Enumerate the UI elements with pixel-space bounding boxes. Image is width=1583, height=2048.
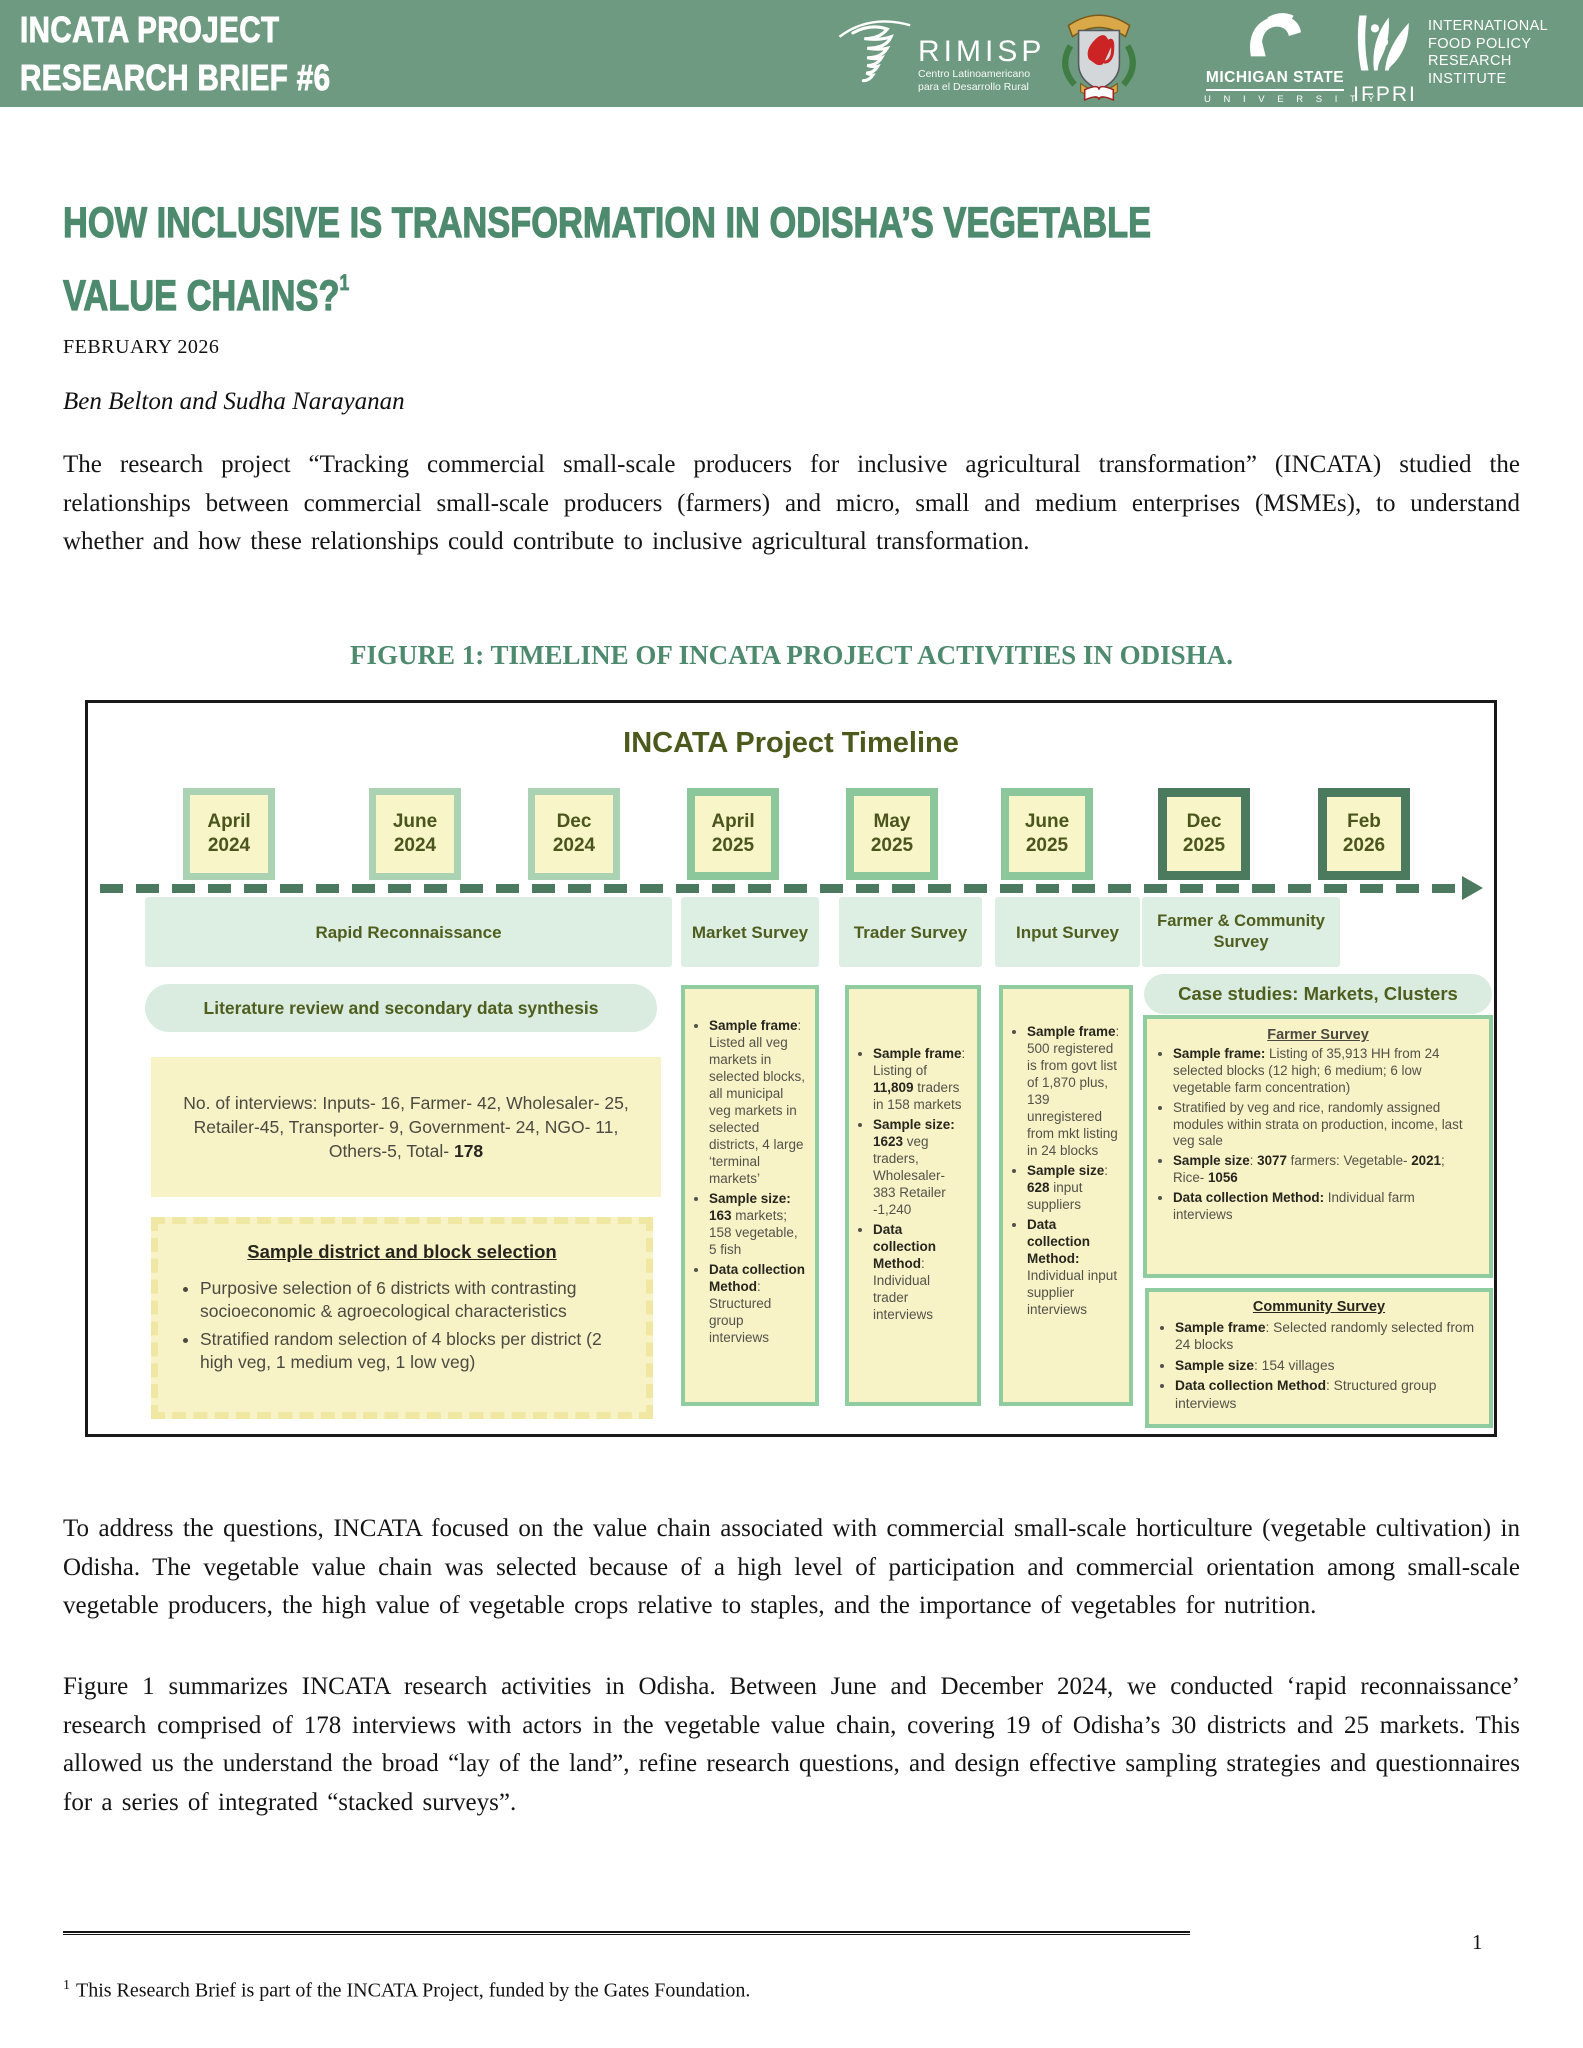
- text-segment: : Individual trader interviews: [873, 1256, 934, 1322]
- text-segment: 3077: [1257, 1153, 1287, 1169]
- tornado-icon: [828, 8, 914, 98]
- text-segment: Sample size: 1623: [873, 1117, 955, 1149]
- timeline-month-may-2025: [846, 788, 938, 880]
- input-survey-detail-box: [999, 985, 1133, 1406]
- text-segment: Stratified random selection of 4 blocks per district (2 high veg, 1 medium veg, 1 low veg): [200, 1329, 602, 1372]
- bullet-item: [200, 1328, 624, 1374]
- rimisp-subtitle1: Centro Latinoamericano: [918, 68, 1031, 80]
- timeline-title: INCATA Project Timeline: [623, 727, 959, 759]
- bullet-item: [709, 1261, 807, 1346]
- text-segment: farmers: Vegetable-: [1286, 1153, 1412, 1169]
- month-label: May: [873, 811, 911, 832]
- year-label: 2025: [870, 835, 914, 856]
- text-segment: : Listing of: [873, 1046, 966, 1078]
- activity-rapid-reconnaissance: Rapid Reconnaissance: [145, 897, 672, 967]
- timeline-month-april-2025: [687, 788, 779, 880]
- bullet-item: [709, 1017, 807, 1187]
- msu-name: MICHIGAN STATE: [1206, 69, 1344, 91]
- bullet-item: [873, 1045, 969, 1113]
- text-segment: Sample frame:: [1173, 1045, 1266, 1061]
- text-segment: : 500 registered is from govt list of 1,870 plus, 139 unregistered from mkt listing in 24 blocks: [1027, 1024, 1120, 1158]
- text-segment: Stratified by veg and rice, randomly assigned modules within strata on production, income, last veg sale: [1173, 1099, 1463, 1149]
- text-segment: Data collection Method: [709, 1262, 806, 1294]
- text-segment: 1056: [1207, 1170, 1238, 1186]
- text-segment: No. of interviews: Inputs- 16, Farmer- 42, Wholesaler- 25, Retailer-45, Transporter- 9, Government- 24, NGO- 11, Others-5, Total-: [183, 1093, 629, 1161]
- farmer-survey-bullets: [1159, 1046, 1477, 1224]
- ifpri-acronym: IFPRI: [1353, 83, 1417, 106]
- bullet-item: [1173, 1100, 1477, 1151]
- rimisp-name: RIMISP: [918, 35, 1046, 68]
- text-segment: Individual input supplier interviews: [1027, 1268, 1118, 1317]
- header-banner: [0, 0, 1583, 107]
- community-survey-bullets: [1161, 1319, 1477, 1413]
- district-selection-title: Sample district and block selection: [247, 1241, 557, 1262]
- figure-1-timeline: [85, 700, 1497, 1437]
- text-segment: : Structured group interviews: [709, 1279, 772, 1345]
- text-segment: Sample frame: [873, 1046, 962, 1061]
- bullet-item: [1175, 1319, 1477, 1354]
- year-label: 2025: [1182, 835, 1226, 856]
- text-segment: Sample frame: [1027, 1024, 1116, 1039]
- bullet-item: [1173, 1153, 1477, 1187]
- text-segment: veg traders, Wholesaler- 383 Retailer -1,240: [873, 1134, 946, 1217]
- ifpri-name-lines: [1428, 18, 1548, 107]
- text-segment: 178: [453, 1141, 484, 1161]
- figure-caption: FIGURE 1: TIMELINE OF INCATA PROJECT ACTIVITIES IN ODISHA.: [350, 640, 1233, 670]
- timeline-arrowhead-icon: [1462, 876, 1483, 900]
- literature-review-label: Literature review and secondary data synthesis: [145, 984, 657, 1032]
- text-segment: Data collection Method:: [1173, 1190, 1325, 1206]
- interviews-count-text: [177, 1091, 635, 1163]
- footnote-text: This Research Brief is part of the INCATA Project, funded by the Gates Foundation.: [76, 1979, 751, 2002]
- month-label: April: [711, 811, 755, 832]
- text-segment: :: [1249, 1153, 1258, 1169]
- text-segment: Data collection Method:: [1027, 1217, 1091, 1266]
- month-label: Dec: [556, 811, 592, 832]
- timeline-month-june-2025: [1001, 788, 1093, 880]
- text-segment: : Structured group interviews: [1175, 1378, 1437, 1411]
- activity-trader-survey: Trader Survey: [839, 897, 982, 967]
- bullet-item: [873, 1221, 969, 1323]
- timeline-month-dec-2024: [528, 788, 620, 880]
- month-label: Feb: [1347, 811, 1381, 832]
- text-segment: Data collection Method: [873, 1222, 937, 1271]
- activity-input-survey: Input Survey: [995, 897, 1140, 967]
- banner-title-line2: RESEARCH BRIEF #6: [20, 57, 331, 98]
- rimisp-text: [918, 36, 1045, 98]
- page-number: 1: [1472, 1930, 1483, 1954]
- bullet-item: [1027, 1023, 1121, 1159]
- year-label: 2026: [1342, 835, 1386, 856]
- market-survey-detail-box: [681, 985, 819, 1406]
- ifpri-line4: INSTITUTE: [1428, 70, 1507, 87]
- bullet-item: [709, 1190, 807, 1258]
- text-segment: markets; 158 vegetable, 5 fish: [709, 1208, 798, 1257]
- footnote-separator-rule: [63, 1931, 1190, 1935]
- bullet-item: [1173, 1190, 1477, 1224]
- text-segment: : Selected randomly selected from 24 blocks: [1175, 1319, 1475, 1352]
- trader-survey-bullets: [859, 1045, 969, 1323]
- farmer-survey-detail-box: [1143, 1015, 1493, 1278]
- msu-logo: [1204, 10, 1380, 105]
- text-segment: Sample size: 163: [709, 1191, 791, 1223]
- ifpri-line1: INTERNATIONAL: [1428, 18, 1549, 34]
- text-segment: ; Rice-: [1173, 1153, 1445, 1186]
- year-label: 2025: [1025, 835, 1069, 856]
- text-segment: :: [1104, 1163, 1109, 1178]
- trader-survey-detail-box: [845, 985, 981, 1406]
- bullet-item: [1027, 1216, 1121, 1318]
- farmer-survey-title: Farmer Survey: [1267, 1027, 1369, 1043]
- community-survey-detail-box: [1145, 1288, 1493, 1428]
- activity-market-survey: Market Survey: [681, 897, 819, 967]
- ifpri-line3: RESEARCH: [1428, 53, 1512, 69]
- bullet-item: [1175, 1357, 1477, 1375]
- publication-date: FEBRUARY 2026: [63, 336, 220, 358]
- footnote-marker: 1: [63, 1978, 70, 1993]
- community-survey-title: Community Survey: [1252, 1299, 1386, 1315]
- page-title-text: HOW INCLUSIVE IS TRANSFORMATION IN ODISHA’S VEGETABLE VALUE CHAINS?: [63, 199, 1152, 320]
- text-segment: Sample frame: [1175, 1319, 1266, 1335]
- ifpri-logo: [1352, 10, 1548, 107]
- timeline-axis-dashed-line: [100, 884, 1464, 893]
- body-paragraph-2: To address the questions, INCATA focused on the value chain associated with commercial small-scale horticulture (vegetable cultivation) in Odisha. The vegetable value chain was selected because of a high level of participation and commercial orientation among small-scale vegetable producers, the high value of vegetable crops relative to staples, and the importance of vegetables for nutrition.: [63, 1515, 1520, 1619]
- timeline-month-april-2024: [183, 788, 275, 880]
- year-label: 2024: [552, 835, 596, 856]
- text-segment: 2021: [1411, 1153, 1442, 1169]
- bullet-item: [200, 1277, 624, 1323]
- footnote: [63, 1978, 750, 2003]
- text-segment: Sample size: [1027, 1163, 1105, 1178]
- rimisp-subtitle2: para el Desarrollo Rural: [918, 81, 1029, 93]
- timeline-month-dec-2025: [1158, 788, 1250, 880]
- case-studies-label: Case studies: Markets, Clusters: [1144, 974, 1492, 1014]
- text-segment: Sample size: [1173, 1153, 1250, 1169]
- text-segment: input suppliers: [1027, 1180, 1083, 1212]
- year-label: 2024: [207, 835, 251, 856]
- month-label: Dec: [1186, 811, 1222, 832]
- interviews-count-box: [151, 1057, 661, 1197]
- bullet-item: [1175, 1377, 1477, 1412]
- banner-title-line1: INCATA PROJECT: [20, 9, 280, 50]
- authors: Ben Belton and Sudha Narayanan: [63, 388, 405, 415]
- month-label: June: [392, 811, 438, 832]
- bullet-item: [1027, 1162, 1121, 1213]
- text-segment: Listing of 35,913 HH from 24 selected blocks (12 high; 6 medium; 6 low vegetable farm concentration): [1173, 1045, 1440, 1095]
- text-segment: : Listed all veg markets in selected blocks, all municipal veg markets in selected districts, 4 large ‘terminal markets’: [709, 1018, 806, 1186]
- input-survey-bullets: [1013, 1023, 1121, 1318]
- text-segment: Purposive selection of 6 districts with contrasting socioeconomic & agroecological characteristics: [200, 1278, 577, 1321]
- month-label: April: [207, 811, 251, 832]
- activity-farmer-community-survey: Farmer & Community Survey: [1142, 897, 1340, 967]
- text-segment: 628: [1027, 1180, 1050, 1195]
- body-paragraph-3: Figure 1 summarizes INCATA research activities in Odisha. Between June and December 2024, we conducted ‘rapid reconnaissance’ research comprised of 178 interviews with actors in the vegetable value chain, covering 19 of Odisha’s 30 districts and 25 markets. This allowed us the understand the broad “lay of the land”, refine research questions, and design effective sampling strategies and questionnaires for a series of integrated “stacked surveys”.: [63, 1673, 1520, 1816]
- bullet-item: [873, 1116, 969, 1218]
- year-label: 2025: [711, 835, 755, 856]
- ifpri-plant-icon: [1352, 10, 1418, 76]
- intro-paragraph: The research project “Tracking commercial small-scale producers for inclusive agricultural transformation” (INCATA) studied the relationships between commercial small-scale producers (farmers) and micro, small and medium enterprises (MSMEs), to understand whether and how these relationships could contribute to inclusive agricultural transformation.: [63, 451, 1520, 555]
- spartan-helmet-icon: [1244, 10, 1306, 62]
- timeline-month-june-2024: [369, 788, 461, 880]
- timeline-month-feb-2026: [1318, 788, 1410, 880]
- bullet-item: [1173, 1046, 1477, 1097]
- month-label: June: [1024, 811, 1070, 832]
- rimisp-logo: [828, 8, 1045, 98]
- university-crest-logo: [1050, 3, 1148, 105]
- title-footnote-marker: 1: [339, 270, 350, 295]
- text-segment: 11,809: [873, 1080, 914, 1095]
- brief-banner-title: [20, 6, 330, 102]
- text-segment: Sample size: [1175, 1357, 1254, 1373]
- page-title: [63, 194, 1199, 326]
- district-selection-bullets: [180, 1277, 624, 1374]
- district-selection-box: [151, 1217, 653, 1419]
- text-segment: Sample frame: [709, 1018, 798, 1033]
- ifpri-line2: FOOD POLICY: [1428, 35, 1532, 52]
- text-segment: : 154 villages: [1254, 1357, 1335, 1373]
- text-segment: traders in 158 markets: [873, 1080, 962, 1112]
- year-label: 2024: [393, 835, 437, 856]
- market-survey-bullets: [695, 1017, 807, 1346]
- text-segment: Data collection Method: [1175, 1378, 1327, 1393]
- msu-subtitle: U N I V E R S I T Y: [1204, 94, 1380, 105]
- text-segment: Individual farm interviews: [1173, 1190, 1415, 1223]
